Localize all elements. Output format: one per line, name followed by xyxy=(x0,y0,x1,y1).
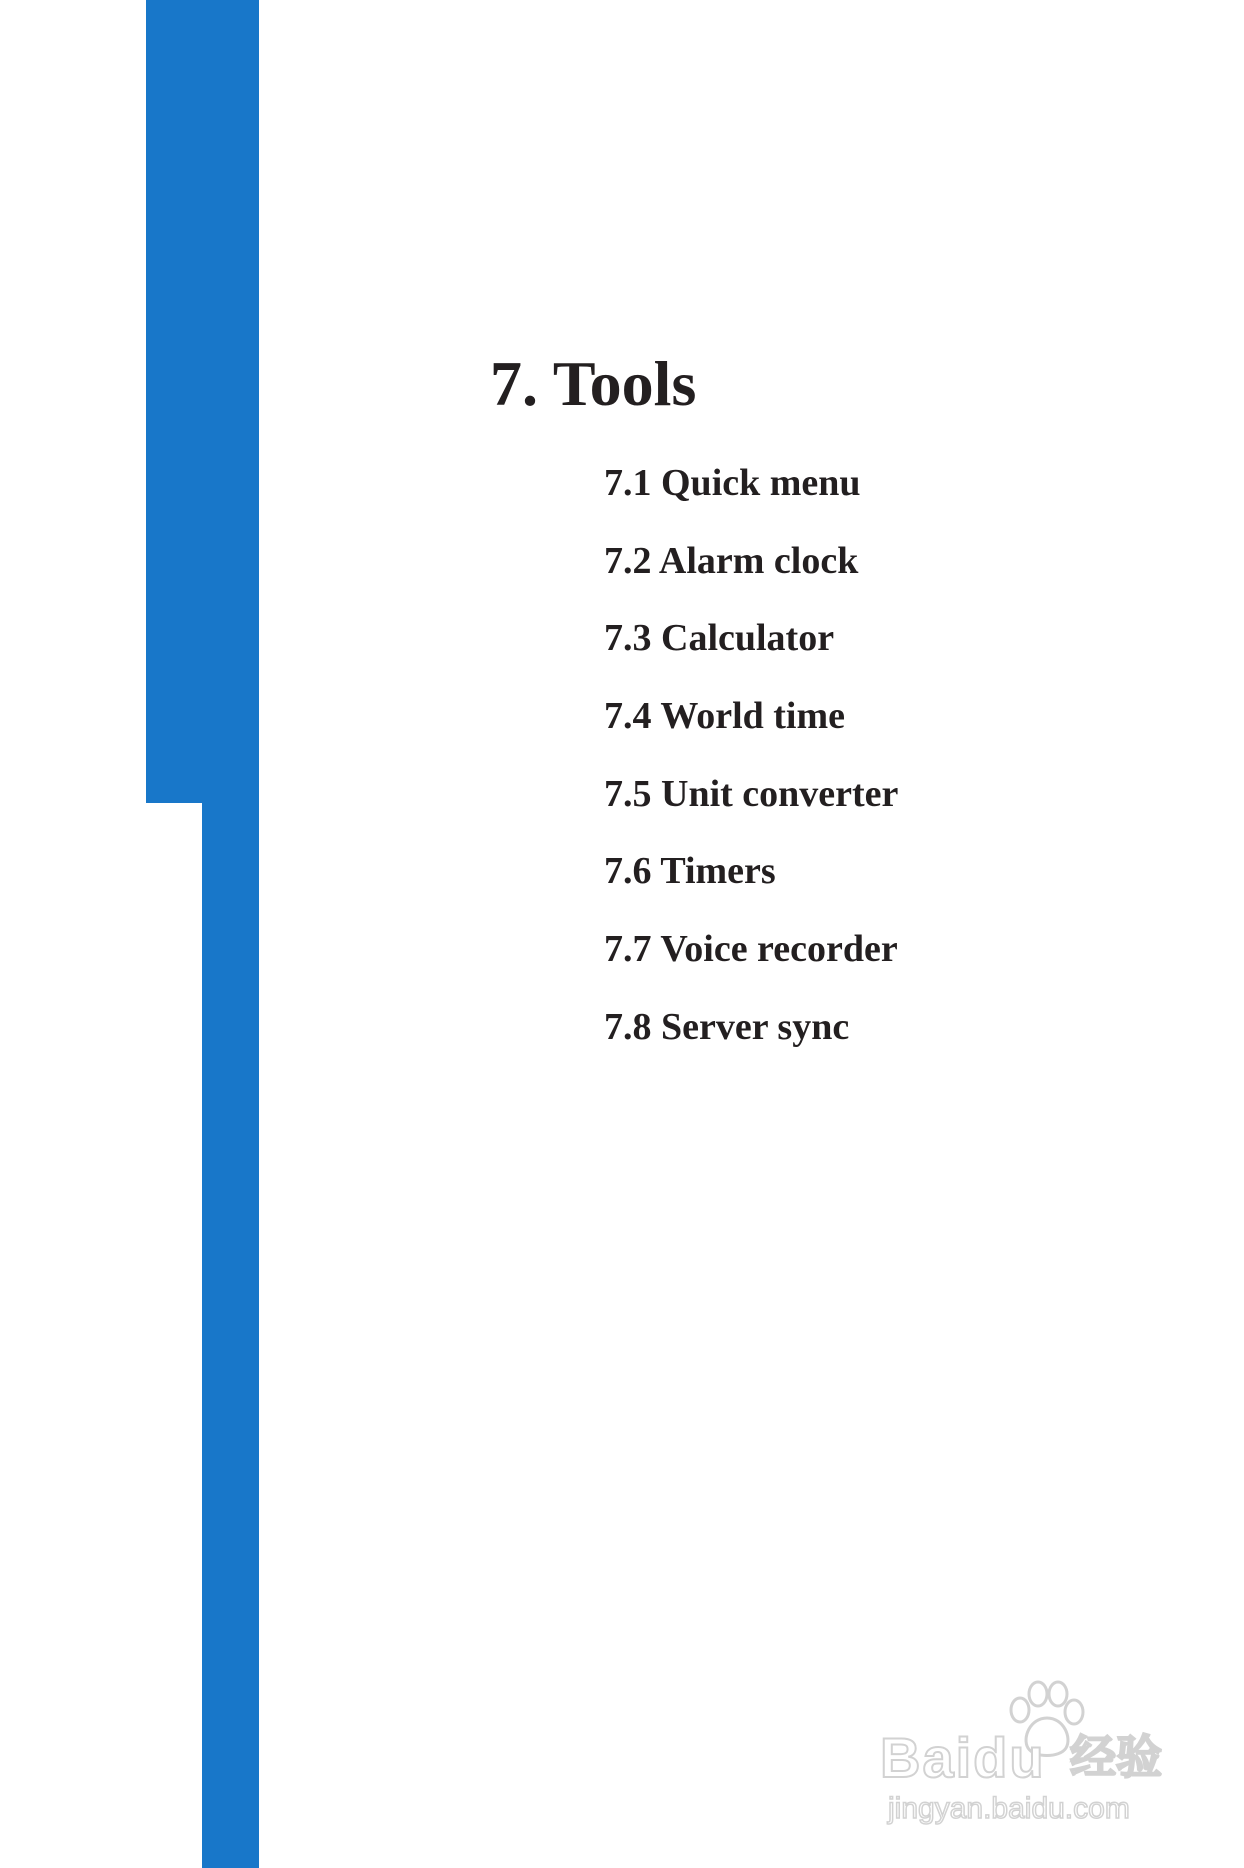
section-item-quick-menu: 7.1 Quick menu xyxy=(604,462,861,504)
watermark xyxy=(880,1680,1180,1830)
watermark-url: jingyan.baidu.com xyxy=(888,1792,1130,1825)
section-item-world-time: 7.4 World time xyxy=(604,695,846,738)
section-item-alarm-clock: 7.2 Alarm clock xyxy=(604,539,859,582)
section-item-unit-converter: 7.5 Unit converter xyxy=(604,772,899,815)
watermark-cn: 经验 xyxy=(1070,1730,1162,1784)
section-item-voice-recorder: 7.7 Voice recorder xyxy=(604,928,898,971)
chapter-title: 7. Tools xyxy=(490,348,697,419)
section-list xyxy=(604,464,898,1086)
watermark-brand: Baidu xyxy=(880,1726,1046,1789)
section-item-server-sync: 7.8 Server sync xyxy=(604,1005,850,1048)
accent-bar-lower xyxy=(202,0,259,1868)
section-item-timers: 7.6 Timers xyxy=(604,850,776,893)
section-item-calculator: 7.3 Calculator xyxy=(604,617,835,660)
